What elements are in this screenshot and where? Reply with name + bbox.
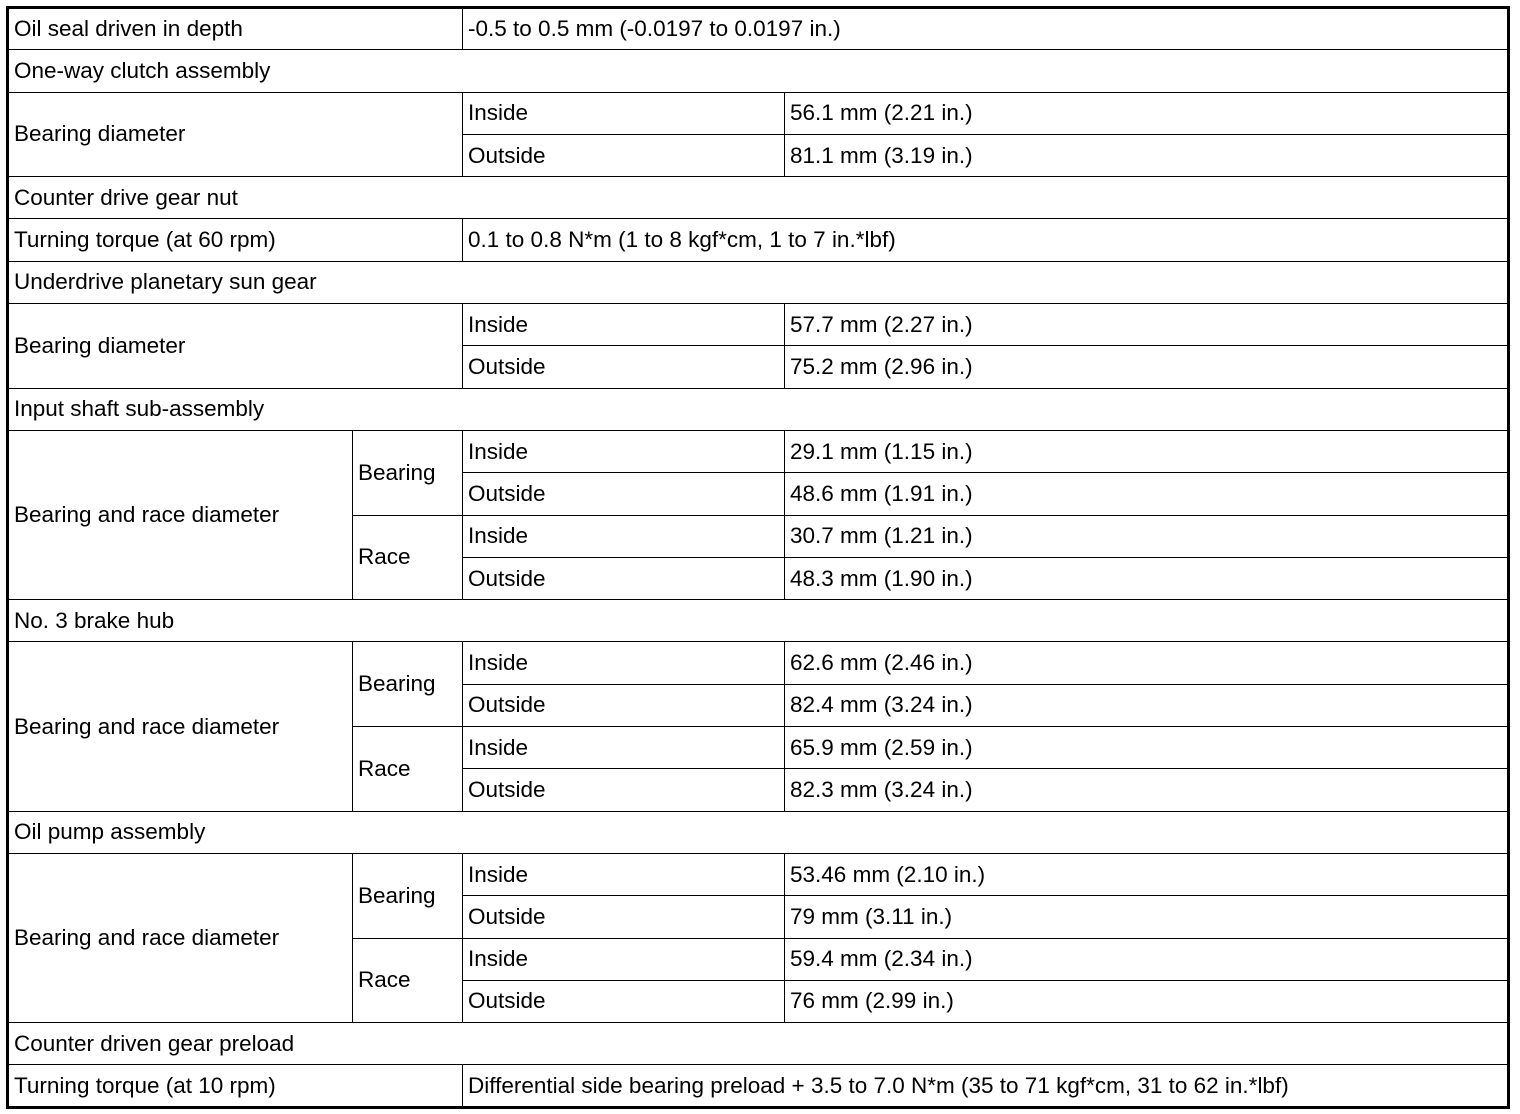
side-label: Outside <box>463 346 785 388</box>
table-row <box>8 642 1509 684</box>
spec-value: 48.3 mm (1.90 in.) <box>785 557 1509 599</box>
side-label: Inside <box>463 853 785 895</box>
section-title-one-way-clutch: One-way clutch assembly <box>8 50 1509 92</box>
race-label: Race <box>353 515 463 600</box>
section-header-row <box>8 1023 1509 1065</box>
spec-value: 56.1 mm (2.21 in.) <box>785 92 1509 134</box>
side-label: Inside <box>463 642 785 684</box>
section-header-row <box>8 600 1509 642</box>
bearing-label: Bearing <box>353 642 463 727</box>
spec-value: 82.3 mm (3.24 in.) <box>785 769 1509 811</box>
spec-value: 76 mm (2.99 in.) <box>785 980 1509 1022</box>
bearing-label: Bearing <box>353 853 463 938</box>
spec-value: 65.9 mm (2.59 in.) <box>785 727 1509 769</box>
counter-drive-nut-value: 0.1 to 0.8 N*m (1 to 8 kgf*cm, 1 to 7 in.*lbf) <box>463 219 1509 261</box>
table-row <box>8 304 1509 346</box>
side-label: Outside <box>463 684 785 726</box>
side-label: Outside <box>463 134 785 176</box>
spec-value: 29.1 mm (1.15 in.) <box>785 430 1509 472</box>
section-title-brake-hub: No. 3 brake hub <box>8 600 1509 642</box>
spec-value: 57.7 mm (2.27 in.) <box>785 304 1509 346</box>
oil-seal-value: -0.5 to 0.5 mm (-0.0197 to 0.0197 in.) <box>463 8 1509 50</box>
specification-table <box>6 6 1510 1109</box>
spec-value: 81.1 mm (3.19 in.) <box>785 134 1509 176</box>
section-header-row <box>8 261 1509 303</box>
section-title-counter-drive-nut: Counter drive gear nut <box>8 177 1509 219</box>
underdrive-sun-gear-label: Bearing diameter <box>8 304 463 389</box>
race-label: Race <box>353 938 463 1023</box>
input-shaft-label: Bearing and race diameter <box>8 430 353 599</box>
section-header-row <box>8 388 1509 430</box>
one-way-clutch-label: Bearing diameter <box>8 92 463 177</box>
table-row <box>8 92 1509 134</box>
counter-driven-preload-label: Turning torque (at 10 rpm) <box>8 1065 463 1107</box>
section-title-oil-pump: Oil pump assembly <box>8 811 1509 853</box>
oil-seal-label: Oil seal driven in depth <box>8 8 463 50</box>
brake-hub-label: Bearing and race diameter <box>8 642 353 811</box>
spec-value: 53.46 mm (2.10 in.) <box>785 853 1509 895</box>
spec-value: 79 mm (3.11 in.) <box>785 896 1509 938</box>
side-label: Inside <box>463 938 785 980</box>
counter-driven-preload-value: Differential side bearing preload + 3.5 to 7.0 N*m (35 to 71 kgf*cm, 31 to 62 in.*lbf) <box>463 1065 1509 1107</box>
side-label: Inside <box>463 727 785 769</box>
table-row <box>8 219 1509 261</box>
side-label: Inside <box>463 430 785 472</box>
spec-value: 82.4 mm (3.24 in.) <box>785 684 1509 726</box>
side-label: Inside <box>463 92 785 134</box>
section-title-input-shaft: Input shaft sub-assembly <box>8 388 1509 430</box>
table-row <box>8 1065 1509 1107</box>
spec-value: 48.6 mm (1.91 in.) <box>785 473 1509 515</box>
side-label: Inside <box>463 304 785 346</box>
spec-value: 62.6 mm (2.46 in.) <box>785 642 1509 684</box>
spec-value: 75.2 mm (2.96 in.) <box>785 346 1509 388</box>
side-label: Outside <box>463 557 785 599</box>
side-label: Outside <box>463 473 785 515</box>
section-header-row <box>8 50 1509 92</box>
spec-value: 30.7 mm (1.21 in.) <box>785 515 1509 557</box>
race-label: Race <box>353 727 463 812</box>
table-row <box>8 8 1509 50</box>
section-header-row <box>8 811 1509 853</box>
table-row <box>8 430 1509 472</box>
section-title-underdrive-sun-gear: Underdrive planetary sun gear <box>8 261 1509 303</box>
counter-drive-nut-label: Turning torque (at 60 rpm) <box>8 219 463 261</box>
section-title-counter-driven-preload: Counter driven gear preload <box>8 1023 1509 1065</box>
table-row <box>8 853 1509 895</box>
section-header-row <box>8 177 1509 219</box>
side-label: Outside <box>463 896 785 938</box>
bearing-label: Bearing <box>353 430 463 515</box>
side-label: Outside <box>463 769 785 811</box>
side-label: Inside <box>463 515 785 557</box>
spec-value: 59.4 mm (2.34 in.) <box>785 938 1509 980</box>
oil-pump-label: Bearing and race diameter <box>8 853 353 1022</box>
side-label: Outside <box>463 980 785 1022</box>
